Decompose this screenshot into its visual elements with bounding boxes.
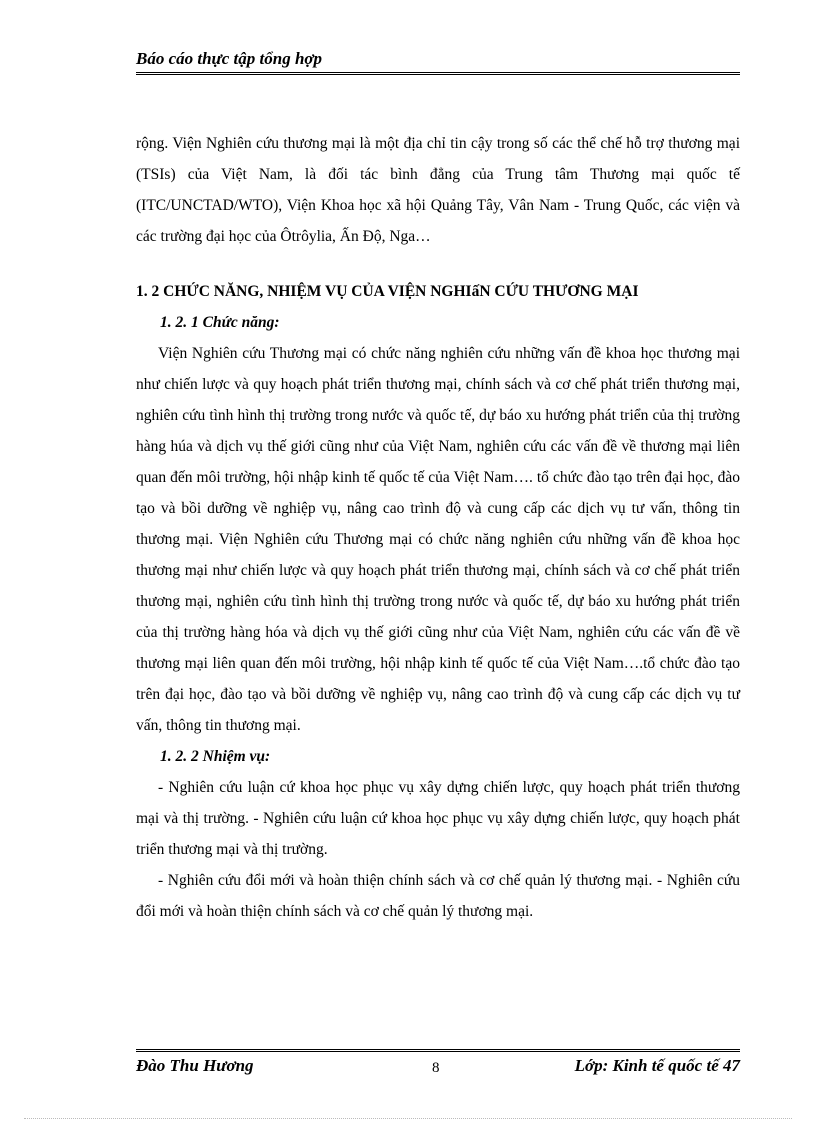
- footer-author: Đào Thu Hương: [136, 1056, 254, 1075]
- section-heading: 1. 2 CHỨC NĂNG, NHIỆM VỤ CỦA VIỆN NGHIấN CỨU THƯƠNG MẠI: [136, 283, 639, 300]
- functions-paragraph: Viện Nghiên cứu Thương mại có chức năng nghiên cứu những vấn đề khoa học thương mại như chiến lược và quy hoạch phát triển thương mại, chính sách và cơ chế phát triển thương mại, nghiên cứu tình hình thị trường trong nước và quốc tế, dự báo xu hướng phát triển của thị trường hàng húa và dịch vụ thế giới cũng như của Việt Nam, nghiên cứu các vấn đề về thương mại liên quan đến môi trường, hội nhập kinh tế quốc tế của Việt Nam…. tổ chức đào tạo trên đại học, đào tạo và bồi dưỡng về nghiệp vụ, nâng cao trình độ và cung cấp các dịch vụ tư vấn, thông tin thương mại. Viện Nghiên cứu Thương mại có chức năng nghiên cứu những vấn đề khoa học thương mại như chiến lược và quy hoạch phát triển thương mại, chính sách và cơ chế phát triển thương mại, nghiên cứu tình hình thị trường trong nước và quốc tế, dự báo xu hướng phát triển của thị trường hàng hóa và dịch vụ thế giới cũng như của Việt Nam, nghiên cứu các vấn đề về thương mại liên quan đến môi trường, hội nhập kinh tế quốc tế của Việt Nam….tổ chức đào tạo trên đại học, đào tạo và bồi dưỡng về nghiệp vụ, nâng cao trình độ và cung cấp các dịch vụ tư vấn, thông tin thương mại.: [136, 345, 740, 734]
- subsection-heading-tasks: 1. 2. 2 Nhiệm vụ:: [160, 748, 271, 765]
- footer-class: Lớp: Kinh tế quốc tế 47: [574, 1056, 740, 1075]
- page-footer: [136, 1049, 740, 1082]
- header-title: Báo cáo thực tập tổng hợp: [136, 49, 323, 68]
- page-number: 8: [432, 1060, 440, 1076]
- page-header: [136, 48, 740, 75]
- page-body: [136, 128, 740, 927]
- task-item-1: - Nghiên cứu luận cứ khoa học phục vụ xây dựng chiến lược, quy hoạch phát triển thương mại và thị trường. - Nghiên cứu luận cứ khoa học phục vụ xây dựng chiến lược, quy hoạch phát triển thương mại và thị trường.: [136, 779, 740, 858]
- page-edge-divider: [24, 1118, 792, 1119]
- task-item-2: - Nghiên cứu đổi mới và hoàn thiện chính sách và cơ chế quản lý thương mại. - Nghiên cứu đổi mới và hoàn thiện chính sách và cơ chế quản lý thương mại.: [136, 872, 740, 920]
- intro-paragraph: rộng. Viện Nghiên cứu thương mại là một địa chỉ tin cậy trong số các thể chế hỗ trợ thương mại (TSIs) của Việt Nam, là đối tác bình đẳng của Trung tâm Thương mại quốc tế (ITC/UNCTAD/WTO), Viện Khoa học xã hội Quảng Tây, Vân Nam - Trung Quốc, các viện và các trường đại học của Ôtrôylia, Ấn Độ, Nga…: [136, 135, 740, 245]
- subsection-heading-functions: 1. 2. 1 Chức năng:: [160, 314, 280, 331]
